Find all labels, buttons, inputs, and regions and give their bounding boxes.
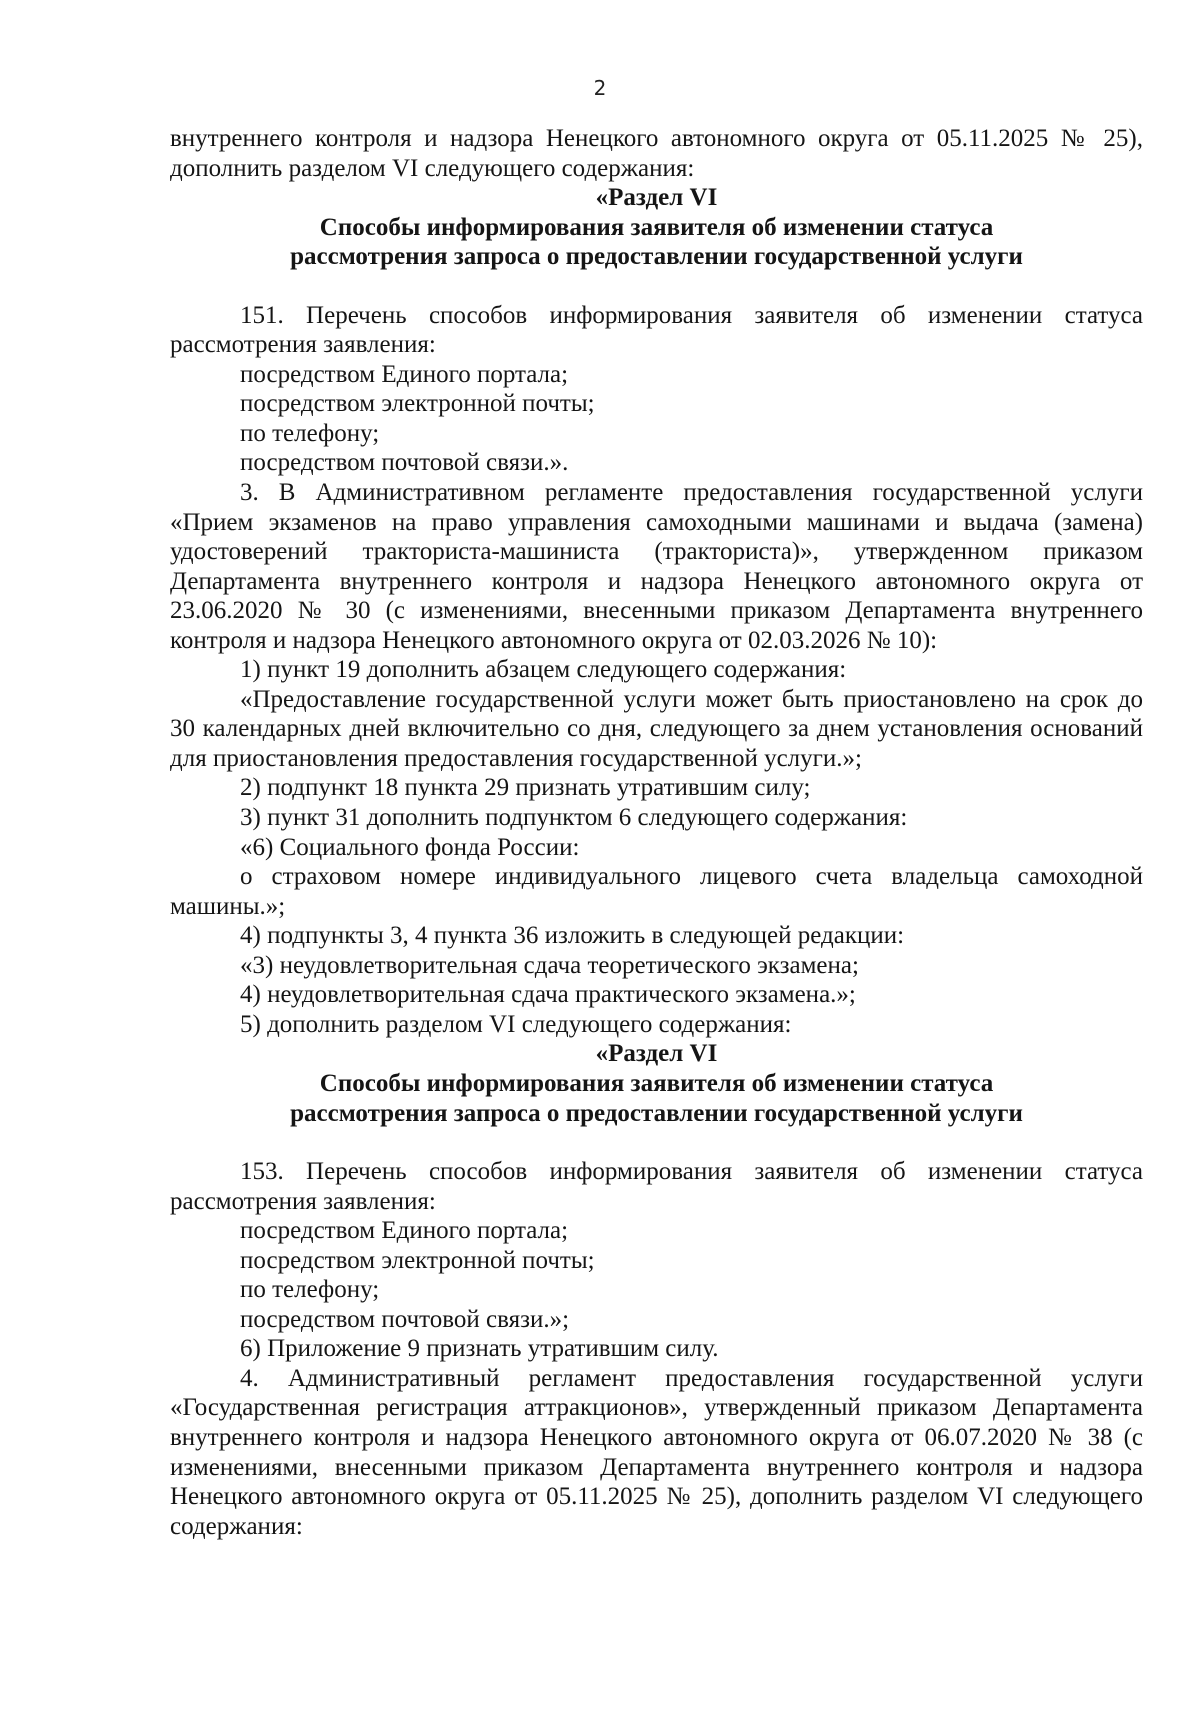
list-item: 3) пункт 31 дополнить подпунктом 6 следующего содержания: xyxy=(240,804,908,832)
paragraph-4: 4. Административный регламент предоставления государственной услуги «Государственная регистрация аттракционов», утвержденный приказом Департамента внутреннего контроля и надзора Ненецкого автономного округа от 06.07.2020 № 38 (с изменениями, внесенными приказом Департамента внутреннего контроля и надзора Ненецкого автономного округа от 05.11.2025 № 25), дополнить разделом VI следующего содержания: xyxy=(170,1364,1143,1540)
quoted-paragraph: о страховом номере индивидуального лицевого счета владельца самоходной машины.»; xyxy=(170,863,1143,920)
list-item: по телефону; xyxy=(240,419,380,447)
section-heading: «Раздел VI xyxy=(595,1040,718,1068)
spacer xyxy=(170,272,1143,301)
list-item: посредством почтовой связи.». xyxy=(240,449,569,477)
section-title-line-2: рассмотрения запроса о предоставлении государственной услуги xyxy=(290,243,1023,271)
section-title-line-2: рассмотрения запроса о предоставлении государственной услуги xyxy=(290,1099,1023,1127)
section-title-line-1: Способы информирования заявителя об изменении статуса xyxy=(319,1069,994,1097)
section-title-line-1: Способы информирования заявителя об изменении статуса xyxy=(319,213,994,241)
list-item: посредством Единого портала; xyxy=(240,360,569,388)
document-body xyxy=(170,124,1143,1541)
list-item: посредством электронной почты; xyxy=(240,390,595,418)
paragraph-153: 153. Перечень способов информирования заявителя об изменении статуса рассмотрения заявления: xyxy=(170,1158,1143,1215)
list-item: «3) неудовлетворительная сдача теоретического экзамена; xyxy=(240,951,859,979)
list-item: 1) пункт 19 дополнить абзацем следующего содержания: xyxy=(240,656,847,684)
list-item: по телефону; xyxy=(240,1276,380,1304)
list-item: 6) Приложение 9 признать утратившим силу. xyxy=(240,1335,719,1363)
list-item: посредством почтовой связи.»; xyxy=(240,1305,570,1333)
page-number: 2 xyxy=(593,76,607,100)
list-item: посредством Единого портала; xyxy=(240,1217,569,1245)
paragraph-3: 3. В Административном регламенте предоставления государственной услуги «Прием экзаменов на право управления самоходными машинами и выдача (замена) удостоверений тракториста-машиниста (тракториста)», утвержденном приказом Департамента внутреннего контроля и надзора Ненецкого автономного округа от 23.06.2020 № 30 (с изменениями, внесенными приказом Департамента внутреннего контроля и надзора Ненецкого автономного округа от 02.03.2026 № 10): xyxy=(170,479,1143,654)
section-heading: «Раздел VI xyxy=(595,184,718,212)
paragraph-151: 151. Перечень способов информирования заявителя об изменении статуса рассмотрения заявления: xyxy=(170,301,1143,359)
list-item: 4) неудовлетворительная сдача практического экзамена.»; xyxy=(240,981,856,1009)
list-item: 4) подпункты 3, 4 пункта 36 изложить в следующей редакции: xyxy=(240,922,905,950)
quoted-paragraph: «Предоставление государственной услуги может быть приостановлено на срок до 30 календарных дней включительно со дня, следующего за днем установления оснований для приостановления предоставления государственной услуги.»; xyxy=(170,685,1143,772)
list-item: «6) Социального фонда России: xyxy=(240,833,580,861)
list-item: 2) подпункт 18 пункта 29 признать утратившим силу; xyxy=(240,774,811,802)
list-item: посредством электронной почты; xyxy=(240,1246,595,1274)
list-item: 5) дополнить разделом VI следующего содержания: xyxy=(240,1010,792,1038)
spacer xyxy=(170,1128,1143,1157)
paragraph-continuation: внутреннего контроля и надзора Ненецкого автономного округа от 05.11.2025 № 25), дополнить разделом VI следующего содержания: xyxy=(170,125,1143,182)
